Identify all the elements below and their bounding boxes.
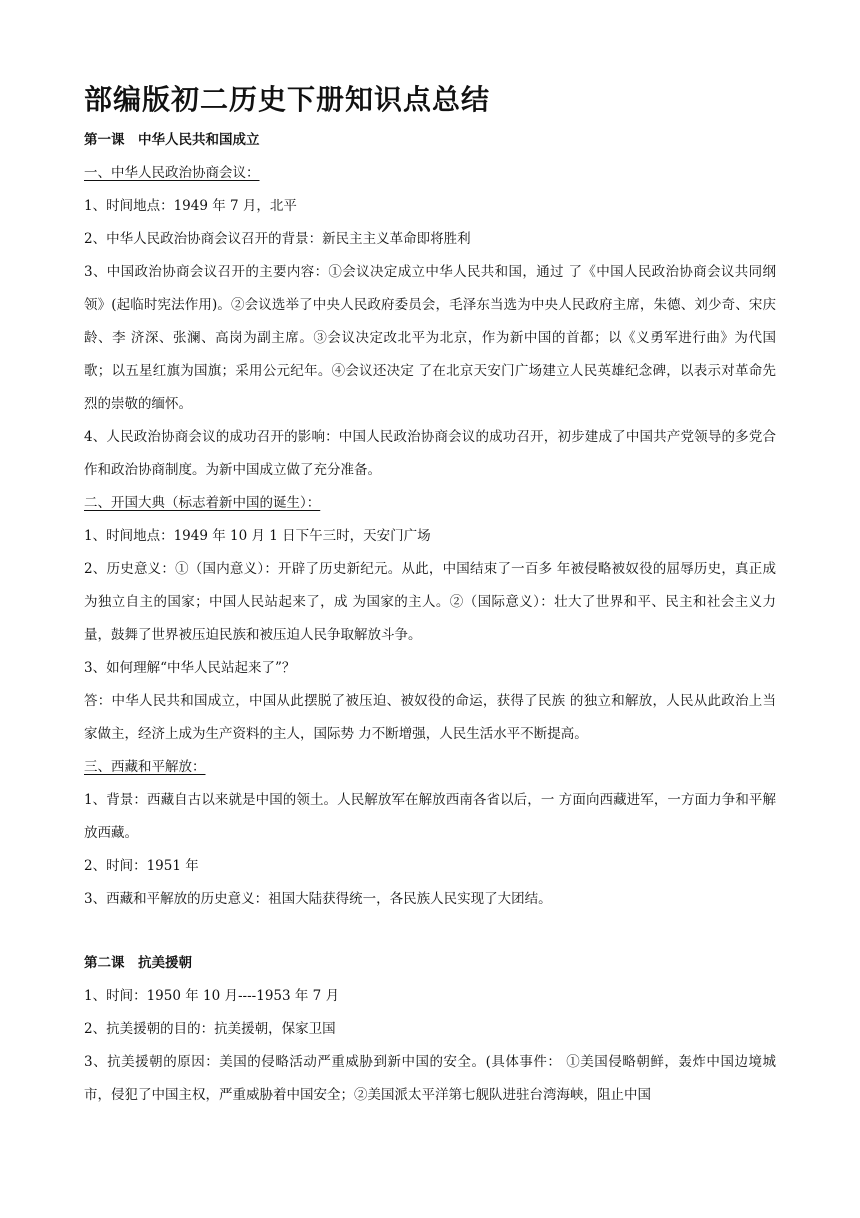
paragraph: 2、历史意义：①（国内意义）：开辟了历史新纪元。从此，中国结束了一百多 年被侵略被奴役的屈辱历史，真正成为独立自主的国家；中国人民站起来了，成 为国家的主人。②（国际意义）：壮大了世界和平、民主和社会主义力量，鼓舞了世界被压迫民族和被压迫人民争取解放斗争。 xyxy=(84,561,776,643)
section-3-heading-text: 三、西藏和平解放： xyxy=(84,759,206,775)
document-title: 部编版初二历史下册知识点总结 xyxy=(84,83,491,116)
paragraph: 1、时间地点：1949 年 10 月 1 日下午三时，天安门广场 xyxy=(84,528,431,544)
paragraph: 2、抗美援朝的目的：抗美援朝，保家卫国 xyxy=(84,1021,336,1037)
section-1-heading xyxy=(84,157,776,190)
paragraph: 3、抗美援朝的原因：美国的侵略活动严重威胁到新中国的安全。(具体事件： ①美国侵略朝鲜，轰炸中国边境城市，侵犯了中国主权，严重威胁着中国安全；②美国派太平洋第七舰队进驻台湾海峡，阻止中国 xyxy=(84,1054,776,1103)
lesson-1-heading: 第一课 中华人民共和国成立 xyxy=(84,132,260,148)
section-2-heading xyxy=(84,487,776,520)
paragraph: 2、时间：1951 年 xyxy=(84,858,199,874)
section-3-heading xyxy=(84,751,776,784)
paragraph: 3、西藏和平解放的历史意义：祖国大陆获得统一，各民族人民实现了大团结。 xyxy=(84,891,552,907)
paragraph: 4、人民政治协商会议的成功召开的影响：中国人民政治协商会议的成功召开，初步建成了中国共产党领导的多党合作和政治协商制度。为新中国成立做了充分准备。 xyxy=(84,429,776,478)
paragraph: 答：中华人民共和国成立，中国从此摆脱了被压迫、被奴役的命运，获得了民族 的独立和解放，人民从此政治上当家做主，经济上成为生产资料的主人，国际势 力不断增强，人民生活水平不断提高。 xyxy=(84,693,776,742)
paragraph: 2、中华人民政治协商会议召开的背景：新民主主义革命即将胜利 xyxy=(84,231,471,247)
paragraph: 1、时间：1950 年 10 月----1953 年 7 月 xyxy=(84,988,340,1004)
document-page xyxy=(84,80,776,1112)
paragraph: 3、中国政治协商会议召开的主要内容：①会议决定成立中华人民共和国，通过 了《中国人民政治协商会议共同纲领》(起临时宪法作用)。②会议选举了中央人民政府委员会，毛泽东当选为中央人民政府主席，朱德、刘少奇、宋庆龄、李 济深、张澜、高岗为副主席。③会议决定改北平为北京，作为新中国的首都；以《义勇军进行曲》为代国歌；以五星红旗为国旗；采用公元纪年。④会议还决定 了在北京天安门广场建立人民英雄纪念碑，以表示对革命先烈的崇敬的缅怀。 xyxy=(84,264,776,412)
paragraph: 1、背景：西藏自古以来就是中国的领土。人民解放军在解放西南各省以后，一 方面向西藏进军，一方面力争和平解放西藏。 xyxy=(84,792,776,841)
lesson-2-heading: 第二课 抗美援朝 xyxy=(84,955,192,971)
section-2-heading-text: 二、开国大典（标志着新中国的诞生）： xyxy=(84,495,321,511)
paragraph: 3、如何理解“中华人民站起来了”？ xyxy=(84,660,296,676)
paragraph: 1、时间地点：1949 年 7 月，北平 xyxy=(84,198,297,214)
section-1-heading-text: 一、中华人民政治协商会议： xyxy=(84,165,260,181)
